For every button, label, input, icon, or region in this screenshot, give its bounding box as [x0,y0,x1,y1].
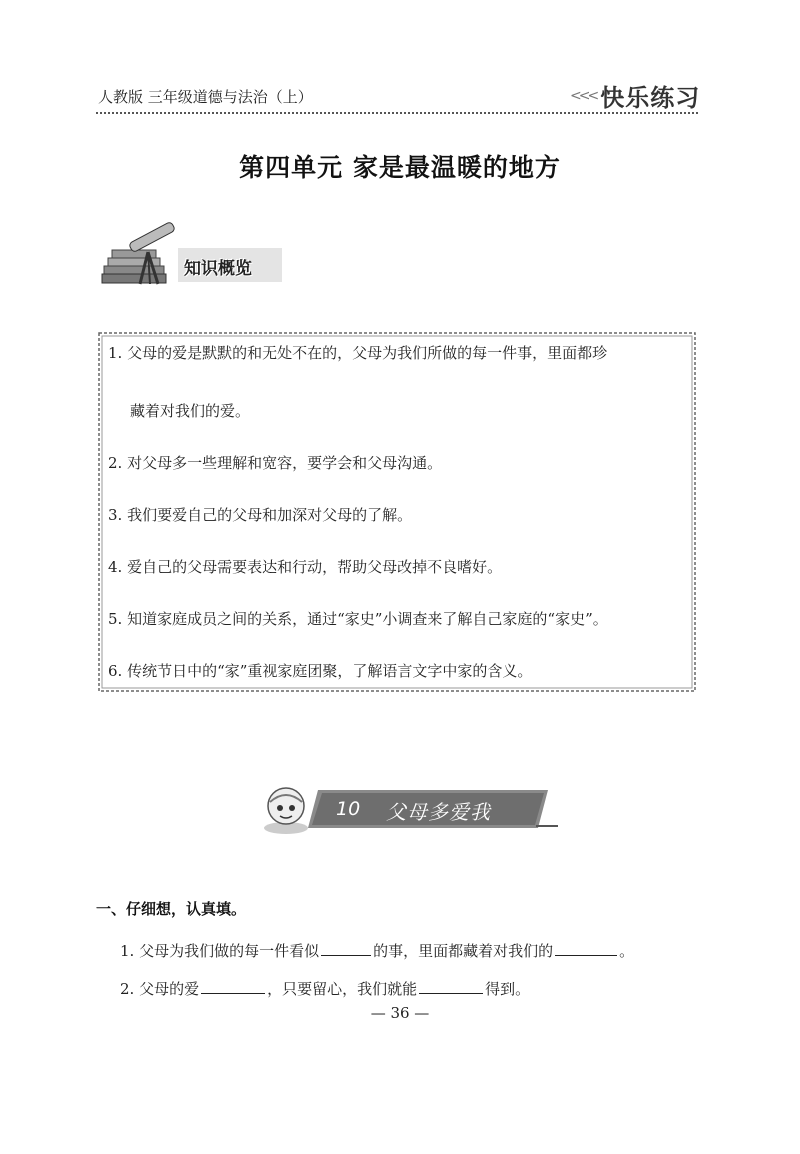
question-2 [120,978,530,999]
overview-point-4: 4. 爱自己的父母需要表达和行动，帮助父母改掉不良嗜好。 [108,558,503,576]
lesson-number: 10 [336,798,361,820]
overview-point-2: 2. 对父母多一些理解和宽容，要学会和父母沟通。 [108,454,443,472]
question-1-part-b: 的事，里面都藏着对我们的 [373,942,554,960]
answer-blank[interactable] [201,979,265,994]
question-1 [120,940,634,961]
overview-point-1-cont: 藏着对我们的爱。 [130,402,251,420]
header-book-info: 人教版 三年级道德与法治（上） [98,88,313,106]
overview-point-5: 5. 知道家庭成员之间的关系，通过“家史”小调查来了解自己家庭的“家史”。 [108,610,608,628]
overview-point-6: 6. 传统节日中的“家”重视家庭团聚，了解语言文字中家的含义。 [108,662,533,680]
question-1-part-c: 。 [619,942,635,960]
answer-blank[interactable] [419,979,483,994]
chevron-left-icon: <<< [570,87,597,104]
header-title: 快乐练习 [600,84,701,112]
answer-blank[interactable] [555,941,617,956]
overview-point-3: 3. 我们要爱自己的父母和加深对父母的了解。 [108,506,413,524]
header-badge [570,78,700,113]
page-number: — 36 — [370,1004,430,1022]
question-2-part-a: 2. 父母的爱 [120,980,200,998]
question-1-part-a: 1. 父母为我们做的每一件看似 [120,942,320,960]
question-2-part-b: ，只要留心，我们就能 [267,980,418,998]
overview-point-1: 1. 父母的爱是默默的和无处不在的，父母为我们所做的每一件事，里面都珍 [108,344,608,362]
lesson-title: 父母多爱我 [386,800,491,824]
section-heading: 一、仔细想，认真填。 [96,900,247,918]
answer-blank[interactable] [321,941,371,956]
question-2-part-c: 得到。 [485,980,531,998]
overview-label: 知识概览 [184,259,252,279]
header-divider [96,112,698,114]
unit-title: 第四单元 家是最温暖的地方 [239,153,561,182]
